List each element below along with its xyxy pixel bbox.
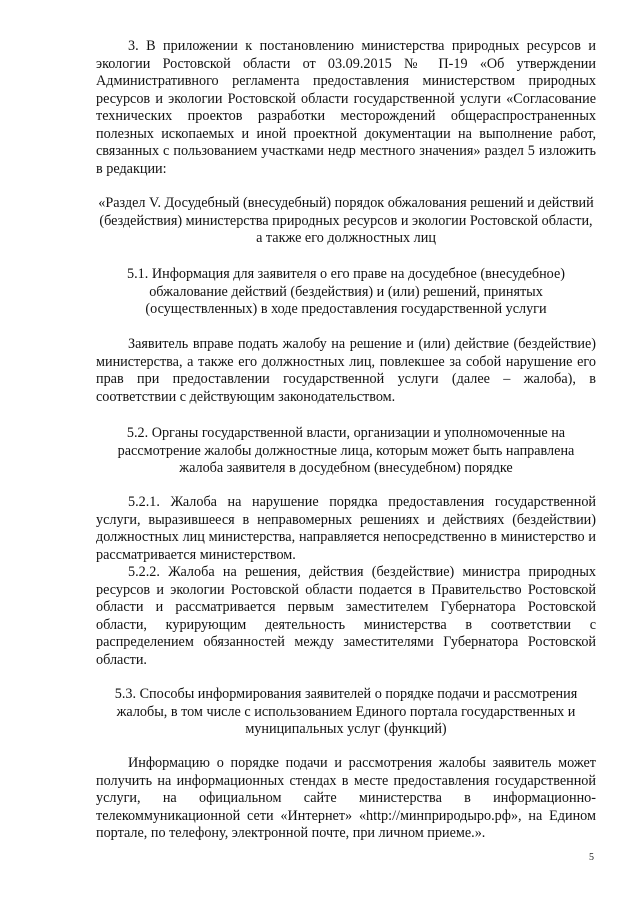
heading-5-2: 5.2. Органы государственной власти, организации и уполномоченные на рассмотрение жалобы должностные лица, которым может быть направлена жалоба заявителя в досудебном (внесудебном) порядке: [117, 425, 575, 476]
paragraph-5-2-1: 5.2.1. Жалоба на нарушение порядка предоставления государственной услуги, выразившееся в неправомерных решениях и действиях (бездействии) должностных лиц министерства, направляется непосредственно в министерство и рассматривается министерством.: [96, 494, 596, 563]
paragraph-intro: 3. В приложении к постановлению министерства природных ресурсов и экологии Ростовской области от 03.09.2015 № П-19 «Об утверждении Административного регламента предоставления министерством природных ресурсов и экологии Ростовской области государственной услуги «Согласование технических проектов разработки месторождений общераспространенных полезных ископаемых и иной проектной документации на выполнение работ, связанных с пользованием участками недр местного значения» раздел 5 изложить в редакции:: [96, 38, 596, 177]
section-heading: «Раздел V. Досудебный (внесудебный) порядок обжалования решений и действий (бездействия) министерства природных ресурсов и экологии Ростовской области, а также его должностных лиц: [98, 195, 594, 246]
heading-5-3: 5.3. Способы информирования заявителей о порядке подачи и рассмотрения жалобы, в том числе с использованием Единого портала государственных и муниципальных услуг (функций): [114, 686, 578, 737]
paragraph-5-3: Информацию о порядке подачи и рассмотрения жалобы заявитель может получить на информационных стендах в месте предоставления государственной услуги, на официальном сайте министерства в информационно-телекоммуникационной сети «Интернет» «http://минприродыро.рф», на Едином портале, по телефону, электронной почте, при личном приеме.».: [96, 755, 596, 841]
heading-5-1: 5.1. Информация для заявителя о его праве на досудебное (внесудебное) обжалование действий (бездействия) и (или) решений, принятых (осуществленных) в ходе предоставления государственной услуги: [127, 266, 565, 317]
page-number: 5: [589, 852, 594, 863]
paragraph-5-2-2: 5.2.2. Жалоба на решения, действия (бездействие) министра природных ресурсов и экологии Ростовской области подается в Правительство Ростовской области и рассматривается первым заместителем Губернатора Ростовской области, курирующим деятельность министерства в соответствии с распределением обязанностей между заместителями Губернатора Ростовской области.: [96, 564, 596, 668]
paragraph-5-1: Заявитель вправе подать жалобу на решение и (или) действие (бездействие) министерства, а также его должностных лиц, повлекшее за собой нарушение его прав при предоставлении государственной услуги (далее – жалоба), в соответствии с действующим законодательством.: [96, 336, 596, 405]
